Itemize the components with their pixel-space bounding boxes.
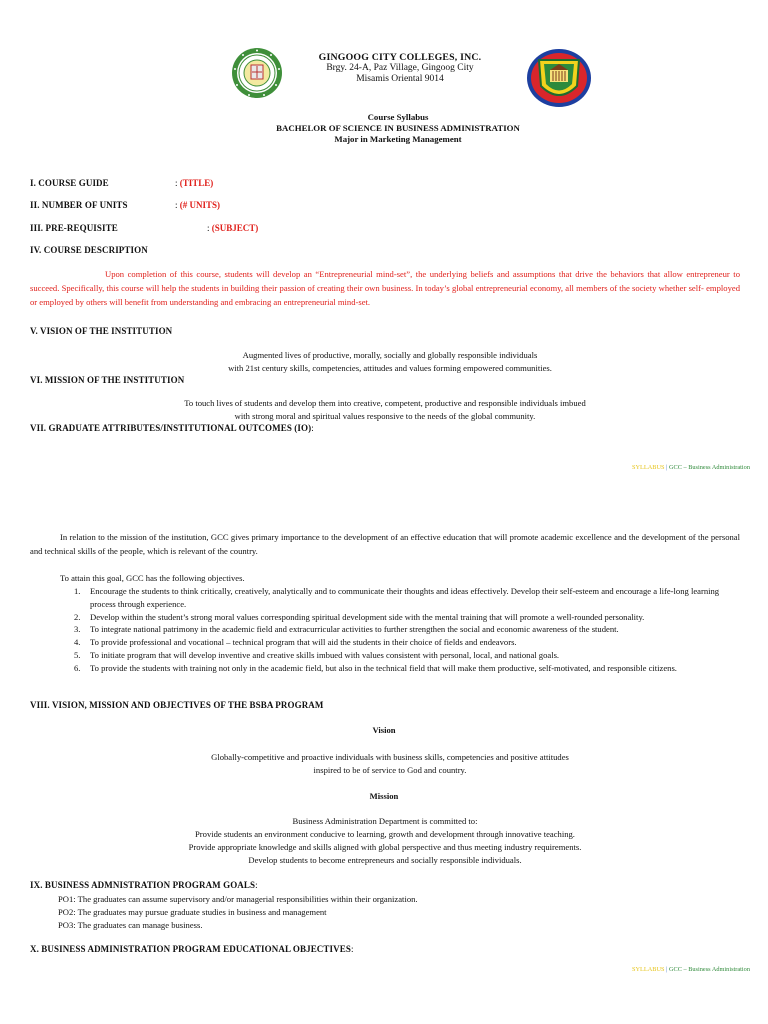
objective-number: 1. [74,586,81,596]
objective-item [74,662,740,675]
syllabus-line-major: Major in Marketing Management [334,134,462,144]
objective-number: 2. [74,611,81,622]
course-guide-value [175,178,213,188]
footer-department: GCC – Business Administration [668,464,750,471]
program-goals-title: IX. BUSINESS ADMNISTRATION PROGRAM GOALS [30,880,256,890]
bsba-vision-text [120,751,660,776]
educational-objectives-colon: : [350,944,354,954]
school-name: GINGOOG CITY COLLEGES, INC. [318,52,482,63]
mission-institution-text [80,397,690,422]
vision-line-1: Augmented lives of productive, morally, socially and globally responsible individuals [242,350,538,360]
objective-number: 4. [74,637,81,648]
prereq-label: III. PRE-REQUISITE [30,223,118,233]
course-description-label: IV. COURSE DESCRIPTION [30,245,148,255]
units-label: II. NUMBER OF UNITS [30,200,128,210]
objective-number: 5. [74,649,81,660]
school-address-line2: Misamis Oriental 9014 [356,74,444,84]
program-goal-item: PO3: The graduates can manage business. [58,919,203,930]
objective-number: 6. [74,662,81,673]
objective-text: To initiate program that will develop inventive and creative skills imbued with values consistent with personal, local, and national goals. [90,649,560,660]
graduate-attributes-colon: : [311,423,314,433]
units-value [175,200,220,210]
bsba-mission-line: Provide appropriate knowledge and skills aligned with global perspective and thus meeting industry requirements. [188,842,582,852]
footer-separator: | [666,966,668,973]
bsba-vision-line-2: inspired to be of service to God and country. [313,764,467,775]
program-goal-item: PO1: The graduates can assume supervisory and/or managerial responsibilities within their organization. [58,894,418,904]
course-title-placeholder: (TITLE) [179,178,214,188]
vision-line-2: with 21st century skills, competencies, attitudes and values forming empowered communities. [228,362,552,373]
footer-separator: | [666,464,668,471]
vision-institution-label: V. VISION OF THE INSTITUTION [30,326,173,336]
school-header [300,52,500,85]
bsba-program-label: VIII. VISION, MISSION AND OBJECTIVES OF THE BSBA PROGRAM [30,700,324,710]
bsba-mission-line: Provide students an environment conducive to learning, growth and development through innovative teaching. [195,829,575,839]
mission-line-1: To touch lives of students and develop them into creative, competent, productive and responsible individuals imbued [184,398,586,408]
course-description-text: Upon completion of this course, students will develop an “Entrepreneurial mind-set”, the underlying beliefs and assumptions that drive the behaviors that allow entrepreneur to succeed. Specifically, this course will help the students in building their passion of creating their own business. In today’s global entrepreneurial economy, all members of the society whether self- employed or employed by others will benefit from understanding and embracing an entrepreneurial mind-set. [30,269,740,307]
objective-item [74,623,740,636]
objective-item [74,585,740,611]
page-footer-1 [632,464,750,471]
objective-text: To provide the students with training not only in the academic field, but also in the technical field that will make them productive, self-motivated, and responsible citizens. [90,662,677,673]
syllabus-line-program: BACHELOR OF SCIENCE IN BUSINESS ADMINISTRATION [276,123,520,133]
syllabus-line-course: Course Syllabus [367,112,429,122]
educational-objectives-label [30,944,354,954]
mission-institution-label: VI. MISSION OF THE INSTITUTION [30,375,185,385]
objective-text: Encourage the students to think critically, creatively, analytically and to communicate their thoughts and ideas effectively. Develop their self-esteem and encourage a life-long learning process through experience. [90,586,720,609]
bsba-vision-heading: Vision [372,725,396,735]
objective-item [74,636,740,649]
course-guide-label: I. COURSE GUIDE [30,178,109,188]
bsba-mission-heading: Mission [369,791,399,801]
prereq-colon: : [207,223,212,233]
objective-item [74,649,740,662]
vision-institution-text [120,349,660,374]
graduate-attributes-title: VII. GRADUATE ATTRIBUTES/INSTITUTIONAL OUTCOMES (IO) [30,423,312,433]
objective-text: Develop within the student’s strong moral values corresponding spiritual development side with the mental training that will promote a well-rounded personality. [90,611,645,622]
college-seal-logo [231,47,283,99]
school-address-line1: Brgy. 24-A, Paz Village, Gingoog City [326,63,474,73]
course-guide-colon: : [175,178,180,188]
objective-number: 3. [74,624,81,635]
bsba-mission-line: Develop students to become entrepreneurs and socially responsible individuals. [248,855,522,865]
syllabus-title [200,112,596,145]
prereq-placeholder: (SUBJECT) [211,223,259,233]
program-goals-label [30,880,258,890]
program-goals-colon: : [255,880,258,890]
mission-line-2: with strong moral and spiritual values responsive to the needs of the global community. [234,410,536,421]
bsba-mission-text [100,815,670,867]
mission-relation-paragraph: In relation to the mission of the institution, GCC gives primary importance to the development of an effective education that will promote academic excellence and the development of the personal and technical skills of the people, which is relevant of the country. [30,532,740,556]
footer-syllabus-tag: SYLLABUS [632,464,665,471]
educational-objectives-title: X. BUSINESS ADMINISTRATION PROGRAM EDUCATIONAL OBJECTIVES [30,944,351,954]
units-placeholder: (# UNITS) [179,200,221,210]
department-shield-logo [526,48,592,108]
objective-text: To provide professional and vocational – technical program that will aid the students in their choice of fields and endeavors. [90,637,517,648]
units-colon: : [175,200,180,210]
graduate-attributes-label [30,423,314,433]
program-goals-list [58,893,418,931]
bsba-vision-line-1: Globally-competitive and proactive individuals with business skills, competencies and positive attitudes [211,752,569,762]
footer-department: GCC – Business Administration [668,966,750,973]
prereq-value [207,223,258,233]
page-footer-2 [632,966,750,973]
objectives-list [74,585,740,675]
bsba-mission-line: Business Administration Department is committed to: [292,816,478,826]
objective-item [74,611,740,624]
goal-intro: To attain this goal, GCC has the following objectives. [60,573,245,583]
footer-syllabus-tag: SYLLABUS [632,966,665,973]
objective-text: To integrate national patrimony in the academic field and extracurricular activities to further strengthen the social and economic awareness of the student. [90,624,619,635]
program-goal-item: PO2: The graduates may pursue graduate studies in business and management [58,906,327,917]
